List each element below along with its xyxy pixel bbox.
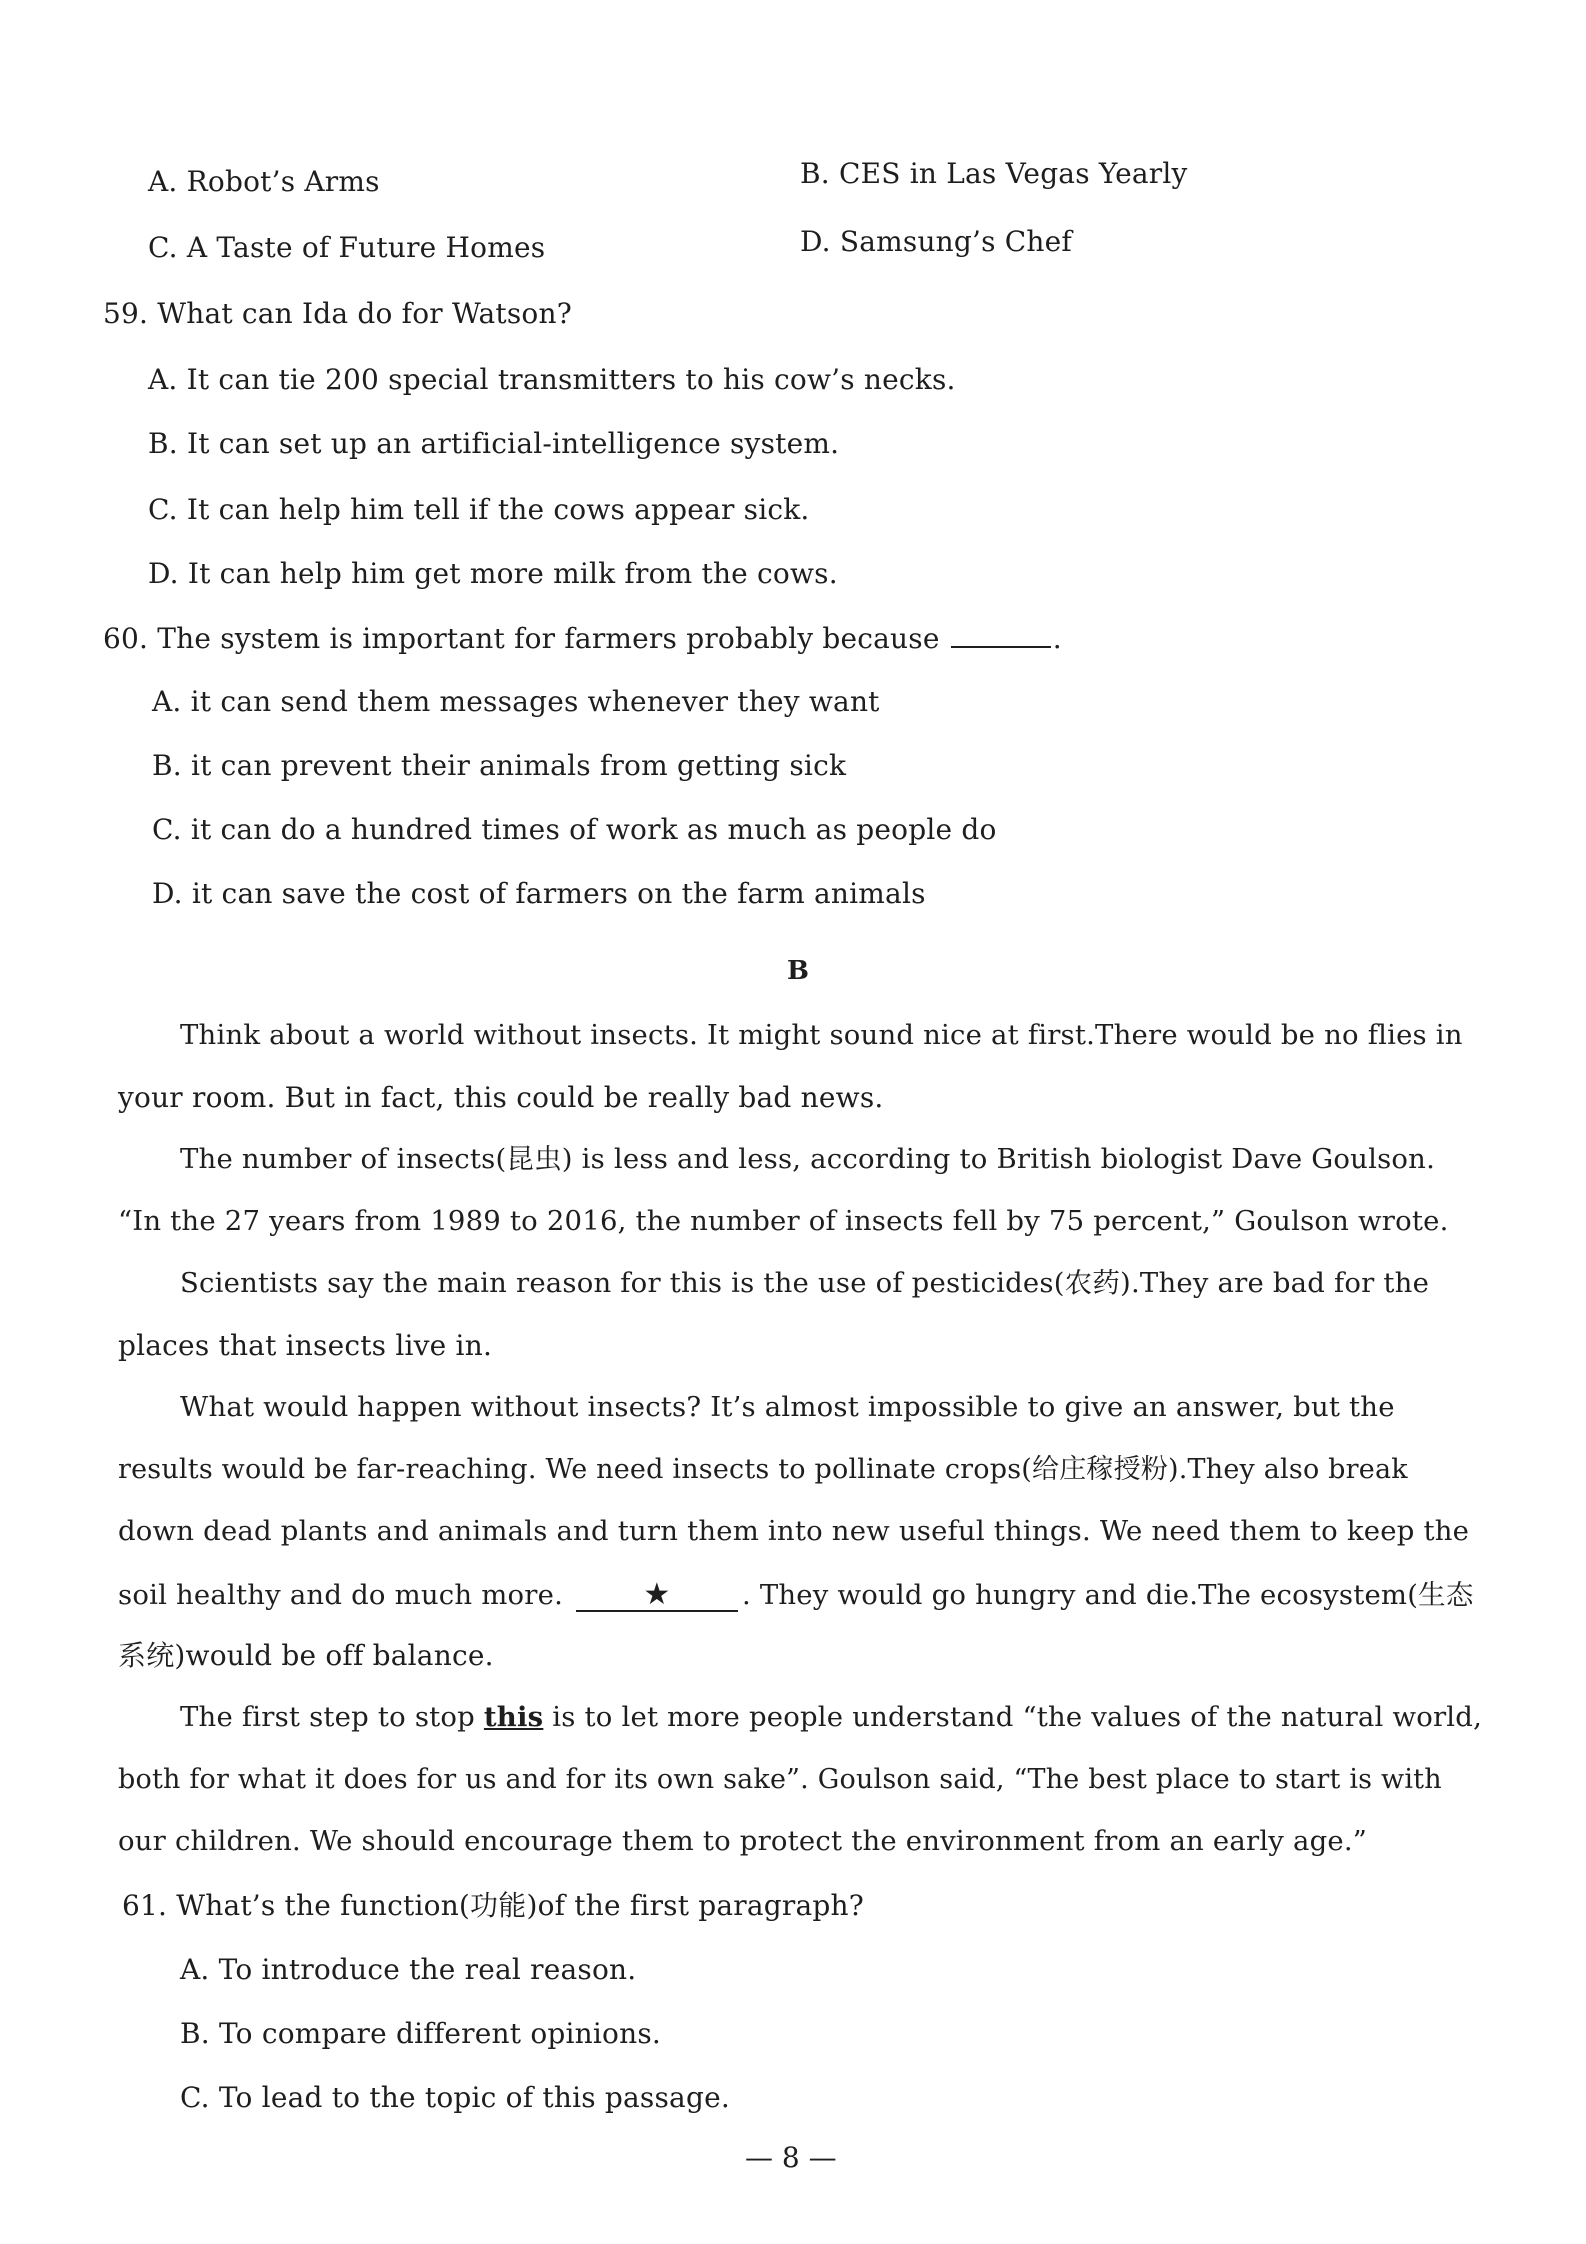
q59-option-c: C. It can help him tell if the cows appear sick. — [148, 493, 810, 526]
passage-line: your room. But in fact, this could be really bad news. — [118, 1081, 884, 1114]
passage-text: The first step to stop — [180, 1701, 475, 1733]
q59-option-a: A. It can tie 200 special transmitters to his cow’s necks. — [148, 363, 956, 396]
passage-line — [118, 1577, 1474, 1612]
passage-line: both for what it does for us and for its own sake”. Goulson said, “The best place to start is with — [118, 1764, 1442, 1795]
passage-text: soil healthy and do much more. — [118, 1579, 564, 1611]
page-number: — 8 — — [745, 2141, 837, 2174]
q60-option-b: B. it can prevent their animals from getting sick — [152, 749, 847, 782]
passage-line: Think about a world without insects. It might sound nice at first.There would be no flies in — [180, 1019, 1463, 1051]
q60-stem — [103, 624, 1062, 653]
passage-line: results would be far-reaching. We need insects to pollinate crops(给庄稼授粉).They also break — [118, 1454, 1408, 1485]
q58-option-b: B. CES in Las Vegas Yearly — [800, 157, 1188, 190]
passage-line — [180, 1701, 1483, 1733]
q61-option-a: A. To introduce the real reason. — [180, 1953, 637, 1986]
q60-option-a: A. it can send them messages whenever they want — [152, 685, 880, 718]
passage-line: places that insects live in. — [118, 1329, 493, 1362]
passage-line: The number of insects(昆虫) is less and less, according to British biologist Dave Goulson. — [180, 1143, 1436, 1175]
passage-line: 系统)would be off balance. — [118, 1639, 494, 1672]
star-icon: ★ — [643, 1577, 671, 1612]
q60-option-c: C. it can do a hundred times of work as much as people do — [152, 813, 997, 846]
section-title: B — [787, 956, 809, 986]
q60-option-d: D. it can save the cost of farmers on the farm animals — [152, 877, 926, 910]
q58-option-a: A. Robot’s Arms — [148, 165, 380, 198]
passage-line: down dead plants and animals and turn them into new useful things. We need them to keep the — [118, 1515, 1470, 1547]
q61-stem: 61. What’s the function(功能)of the first paragraph? — [122, 1889, 864, 1922]
q58-option-c: C. A Taste of Future Homes — [148, 231, 546, 264]
passage-text: is to let more people understand “the values of the natural world, — [552, 1701, 1483, 1733]
q58-option-d: D. Samsung’s Chef — [800, 225, 1072, 258]
passage-line: Scientists say the main reason for this is the use of pesticides(农药).They are bad for the — [180, 1267, 1430, 1299]
passage-text: . They would go hungry and die.The ecosystem(生态 — [741, 1579, 1474, 1611]
star-blank — [576, 1577, 738, 1612]
passage-line: “In the 27 years from 1989 to 2016, the number of insects fell by 75 percent,” Goulson wrote. — [118, 1205, 1449, 1237]
emphasized-word: this — [483, 1701, 544, 1733]
answer-blank — [951, 624, 1051, 648]
q61-option-b: B. To compare different opinions. — [180, 2017, 662, 2050]
q60-stem-text: 60. The system is important for farmers probably because — [103, 622, 940, 655]
q61-option-c: C. To lead to the topic of this passage. — [180, 2081, 730, 2114]
q59-option-b: B. It can set up an artificial-intelligence system. — [148, 427, 840, 460]
q60-stem-end: . — [1052, 622, 1062, 655]
passage-line: What would happen without insects? It’s almost impossible to give an answer, but the — [180, 1391, 1395, 1423]
passage-line: our children. We should encourage them to protect the environment from an early age.” — [118, 1825, 1368, 1857]
q59-stem: 59. What can Ida do for Watson? — [103, 297, 572, 330]
q59-option-d: D. It can help him get more milk from the cows. — [148, 557, 838, 590]
